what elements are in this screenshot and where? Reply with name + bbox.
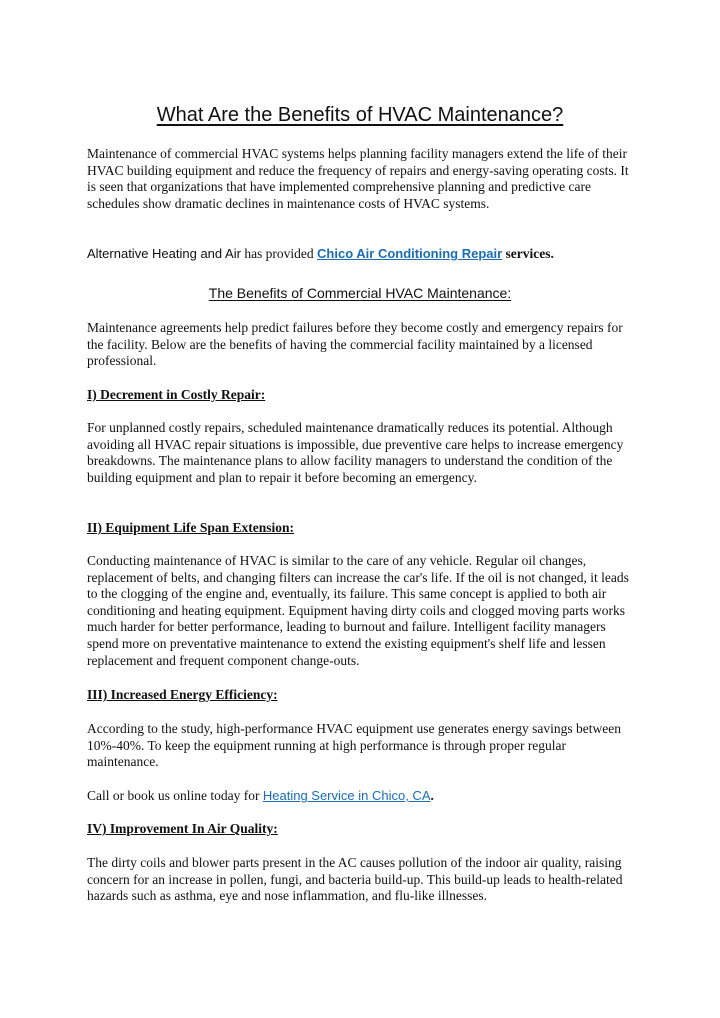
section-body-costly-repair: For unplanned costly repairs, scheduled maintenance dramatically reduces its potential. Although avoiding all HVAC repair situations is impossible, due preventive care helps to increase emergency breakdowns. The maintenance plans to allow facility managers to understand the condition of the building equipment and plan to repair it before becoming an emergency. <box>87 420 624 485</box>
section-body-energy-efficiency: According to the study, high-performance HVAC equipment use generates energy savings between 10%-40%. To keep the equipment running at high performance is through proper regular maintenance. <box>87 721 621 770</box>
chico-ac-repair-link[interactable]: Chico Air Conditioning Repair <box>317 246 503 261</box>
section-heading-energy-efficiency: III) Increased Energy Efficiency: <box>87 687 278 702</box>
section-subtitle: The Benefits of Commercial HVAC Maintenance: <box>208 285 512 301</box>
document-title: What Are the Benefits of HVAC Maintenance? <box>156 104 564 126</box>
promo-middle-text: has provided <box>240 246 318 261</box>
heating-service-chico-link[interactable]: Heating Service in Chico, CA <box>262 788 431 803</box>
section-heading-costly-repair: I) Decrement in Costly Repair: <box>87 387 266 402</box>
promo-end-text: services. <box>502 246 554 261</box>
section-body-life-span: Conducting maintenance of HVAC is similar to the care of any vehicle. Regular oil changes, replacement of belts, and changing filters can increase the car's life. If the oil is not changed, it leads to the clogging of the engine and, eventually, its failure. This same concept is applied to both air conditioning and heating equipment. Equipment having dirty coils and clogged moving parts works much harder for better performance, leading to burnout and failure. Intelligent facility managers spend more on preventative maintenance to extend the existing equipment's shelf life and lessen replacement and frequent component change-outs. <box>87 553 629 668</box>
section-heading-air-quality: IV) Improvement In Air Quality: <box>87 821 278 836</box>
cta-after-text: . <box>430 788 434 803</box>
intro-paragraph: Maintenance of commercial HVAC systems helps planning facility managers extend the life of their HVAC building equipment and reduce the frequency of repairs and energy-saving operating costs. It is seen that organizations that have implemented comprehensive planning and predictive care schedules show dramatic declines in maintenance costs of HVAC systems. <box>87 146 629 211</box>
cta-before-text: Call or book us online today for <box>87 788 263 803</box>
section-body-air-quality: The dirty coils and blower parts present in the AC causes pollution of the indoor air quality, raising concern for an increase in pollen, fungi, and bacteria build-up. This build-up leads to health-related hazards such as asthma, eye and nose inflammation, and flu-like illnesses. <box>87 855 623 904</box>
promo-line <box>87 246 632 263</box>
brand-name: Alternative Heating and Air <box>87 246 241 261</box>
cta-line <box>87 788 632 805</box>
section-heading-life-span: II) Equipment Life Span Extension: <box>87 520 295 535</box>
lead-paragraph: Maintenance agreements help predict failures before they become costly and emergency repairs for the facility. Below are the benefits of having the commercial facility maintained by a licensed professional. <box>87 320 623 369</box>
